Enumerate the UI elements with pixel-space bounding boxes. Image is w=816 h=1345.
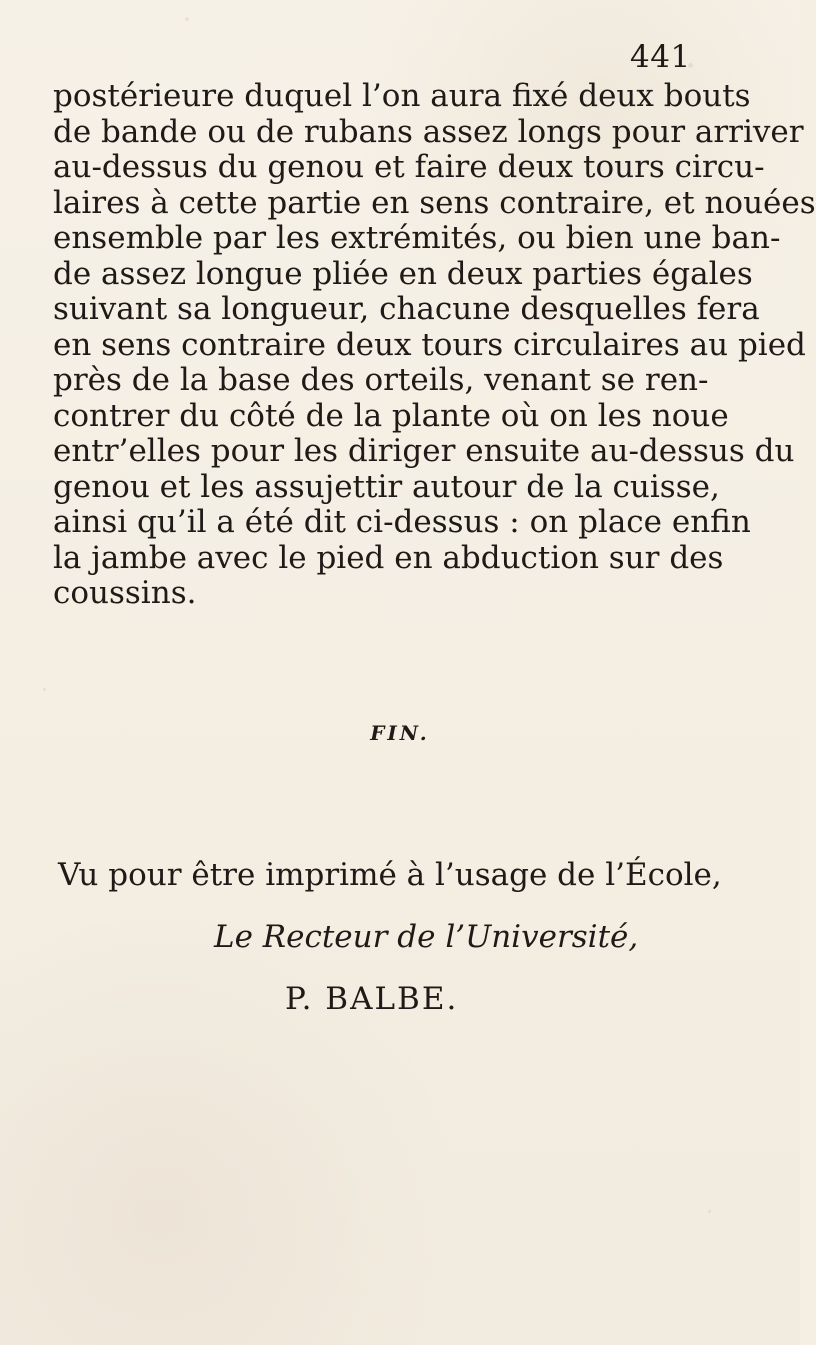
fin-heading: FIN.	[370, 721, 430, 745]
paragraph-line: suivant sa longueur, chacune desquelles fera	[53, 291, 760, 327]
paragraph-line: au-dessus du genou et faire deux tours circu-	[53, 149, 765, 185]
approval-line: Vu pour être imprimé à l’usage de l’École,	[58, 857, 722, 893]
paper-speck	[708, 1210, 711, 1213]
body-paragraph	[53, 78, 816, 612]
paragraph-line: entr’elles pour les diriger ensuite au-dessus du	[53, 433, 795, 469]
rector-line: Le Recteur de l’Université,	[214, 919, 639, 955]
paragraph-line: contrer du côté de la plante où on les noue	[53, 397, 729, 434]
signature-line: P. BALBE.	[285, 981, 459, 1017]
paragraph-line: de assez longue pliée en deux parties égales	[53, 255, 753, 292]
page-number: 441	[630, 39, 691, 75]
paragraph-line: coussins.	[53, 575, 197, 611]
paragraph-line: ensemble par les extrémités, ou bien une ban-	[53, 220, 781, 256]
paragraph-line: ainsi qu’il a été dit ci-dessus : on place enfin	[53, 504, 751, 540]
paragraph-line: genou et les assujettir autour de la cuisse,	[53, 468, 720, 505]
paragraph-line: postérieure duquel l’on aura fixé deux bouts	[53, 78, 751, 114]
paragraph-line: près de la base des orteils, venant se ren-	[53, 362, 709, 398]
paper-speck	[185, 17, 189, 21]
paragraph-line: en sens contraire deux tours circulaires au pied	[53, 326, 806, 363]
paper-speck	[43, 688, 46, 691]
paragraph-line: de bande ou de rubans assez longs pour arriver	[53, 113, 804, 150]
paragraph-line: la jambe avec le pied en abduction sur des	[53, 539, 724, 576]
paragraph-line: laires à cette partie en sens contraire, et nouées	[53, 184, 816, 221]
